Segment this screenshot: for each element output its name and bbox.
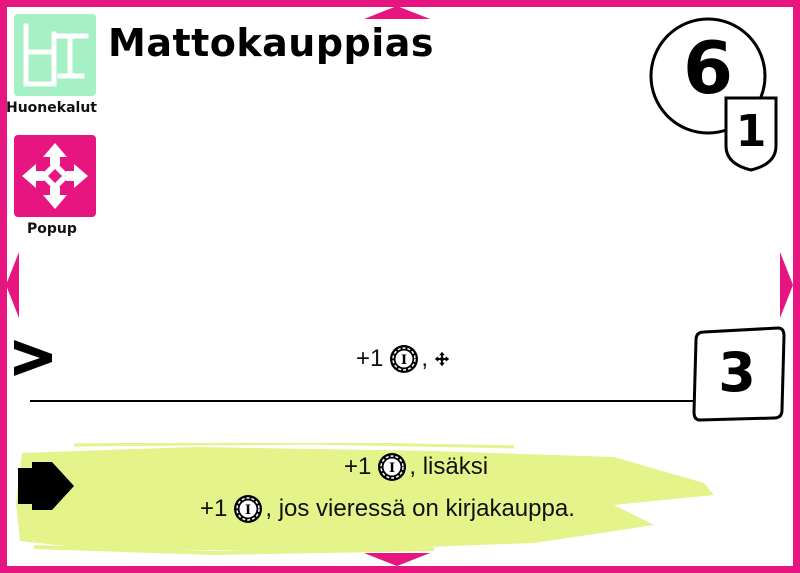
condition-prefix: +1 (356, 345, 384, 372)
threshold-value: 3 (718, 341, 756, 404)
coin-icon (377, 452, 407, 482)
points-value: 1 (735, 106, 767, 157)
popup-arrows-icon (434, 351, 450, 367)
effect-line-2-prefix: +1 (200, 495, 228, 522)
bottom-notch-arrow (364, 553, 430, 567)
chevron-right-icon (14, 340, 54, 376)
effect-line-1 (344, 450, 488, 484)
furniture-icon (14, 14, 96, 96)
coin-icon (389, 344, 419, 374)
card-title: Mattokauppias (108, 21, 435, 65)
cost-badge (648, 16, 788, 176)
type-tile (14, 135, 96, 217)
cost-value: 6 (682, 26, 734, 110)
effect-line-2-suffix: , jos vieressä on kirjakauppa. (265, 495, 575, 522)
divider-line (30, 400, 700, 402)
svg-text:I: I (401, 353, 408, 368)
condition-text (356, 343, 450, 375)
category-tile (14, 14, 96, 96)
top-notch-arrow (364, 6, 430, 20)
category-label: Huonekalut (6, 100, 97, 116)
right-notch-arrow (780, 252, 794, 318)
arrow-right-icon (18, 462, 74, 510)
effect-line-1-prefix: +1 (344, 453, 372, 480)
left-notch-arrow (6, 252, 20, 318)
svg-text:I: I (389, 461, 396, 476)
condition-separator: , (421, 345, 429, 372)
effect-line-1-suffix: , lisäksi (409, 453, 489, 480)
popup-arrows-icon (14, 135, 96, 217)
type-label: Popup (27, 221, 77, 237)
coin-icon (233, 494, 263, 524)
effect-line-2 (200, 492, 575, 526)
svg-text:I: I (245, 503, 252, 518)
